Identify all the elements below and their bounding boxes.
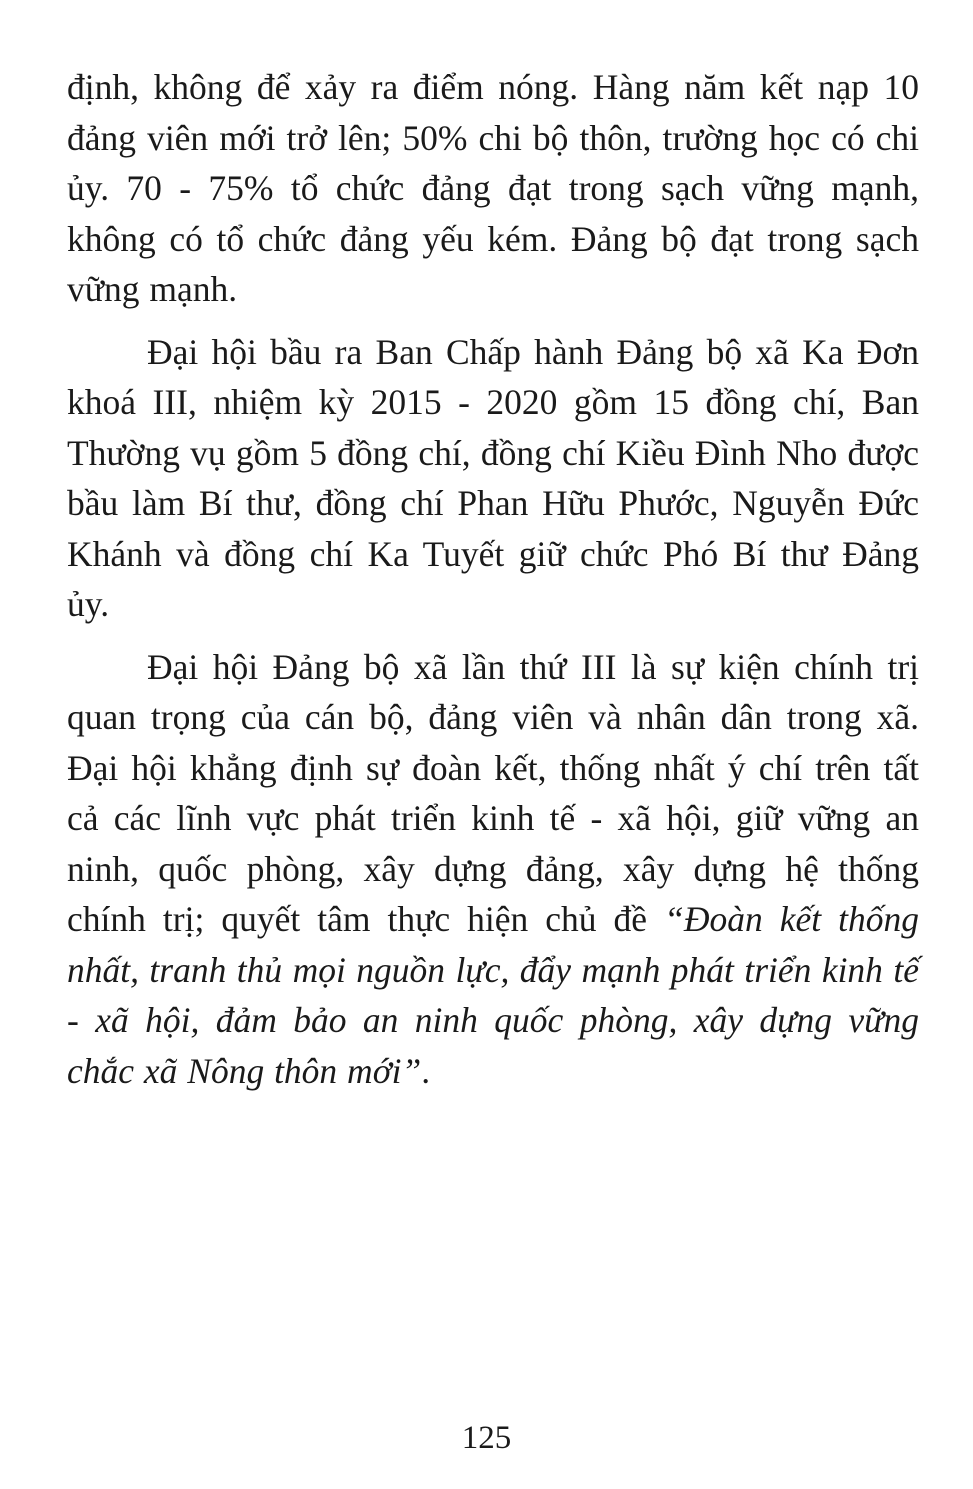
page-number: 125 [461, 1420, 512, 1456]
paragraph-3-quote: “Đoàn kết thống nhất, tranh thủ mọi nguồn lực, đẩy mạnh phát triển kinh tế - xã hội, đảm bảo an ninh quốc phòng, xây dựng vững chắc xã Nông thôn mới” [67, 899, 919, 1091]
paragraph-3 [67, 642, 919, 1097]
paragraph-1: định, không để xảy ra điểm nóng. Hàng năm kết nạp 10 đảng viên mới trở lên; 50% chi bộ thôn, trường học có chi ủy. 70 - 75% tổ chức đảng đạt trong sạch vững mạnh, không có tổ chức đảng yếu kém. Đảng bộ đạt trong sạch vững mạnh. [67, 67, 919, 309]
paragraph-2: Đại hội bầu ra Ban Chấp hành Đảng bộ xã Ka Đơn khoá III, nhiệm kỳ 2015 - 2020 gồm 15 đồng chí, Ban Thường vụ gồm 5 đồng chí, đồng chí Kiều Đình Nho được bầu làm Bí thư, đồng chí Phan Hữu Phước, Nguyễn Đức Khánh và đồng chí Ka Tuyết giữ chức Phó Bí thư Đảng ủy. [67, 331, 919, 624]
paragraph-3-tail: . [421, 1050, 431, 1091]
paragraph-3-text: Đại hội Đảng bộ xã lần thứ III là sự kiện chính trị quan trọng của cán bộ, đảng viên và nhân dân trong xã. Đại hội khẳng định sự đoàn kết, thống nhất ý chí trên tất cả các lĩnh vực phát triển kinh tế - xã hội, giữ vững an ninh, quốc phòng, xây dựng đảng, xây dựng hệ thống chính trị; quyết tâm thực hiện chủ đề [67, 646, 919, 939]
page-body [67, 62, 919, 1096]
